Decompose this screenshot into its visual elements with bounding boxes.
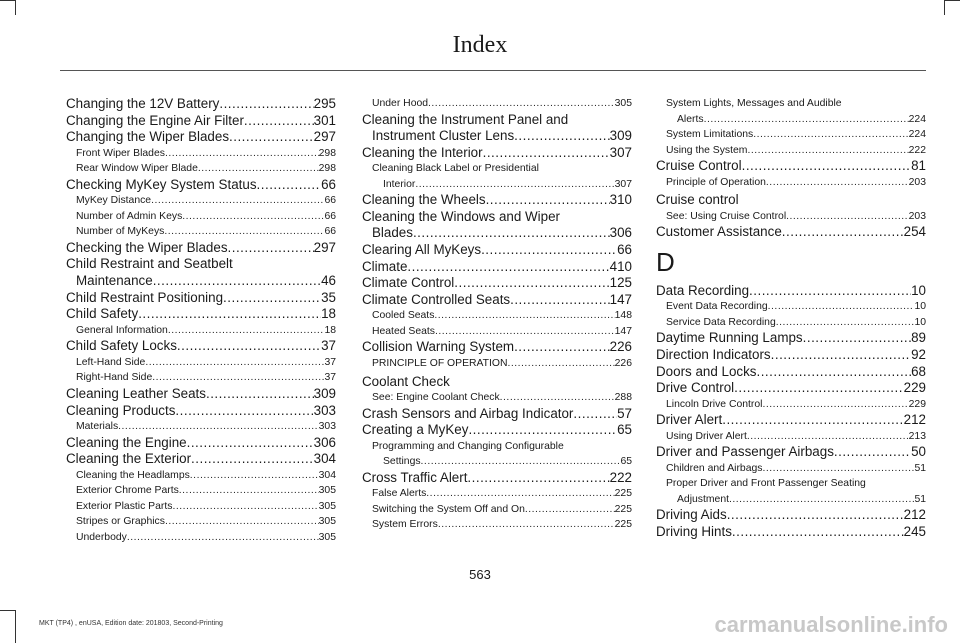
index-subentry: Number of Admin Keys ..... 66: [66, 209, 336, 225]
crop-mark: [15, 610, 16, 643]
page-number: 563: [469, 567, 491, 582]
index-subentry: General Information ..... 18: [66, 323, 336, 339]
index-entry: Cleaning the Exterior ..... 304: [66, 451, 336, 468]
index-subentry: MyKey Distance ..... 66: [66, 193, 336, 209]
index-entry: Checking MyKey System Status ..... 66: [66, 177, 336, 194]
index-subentry-lead: System Lights, Messages and Audible: [666, 98, 842, 109]
index-subentry: Under Hood ..... 305: [362, 96, 632, 112]
index-entry: Cleaning the Wheels ..... 310: [362, 192, 632, 209]
index-subentry: System Limitations ..... 224: [656, 127, 926, 143]
index-entry: Blades ..... 306: [362, 225, 632, 242]
index-entry: Changing the 12V Battery ..... 295: [66, 96, 336, 113]
index-entry: Checking the Wiper Blades ..... 297: [66, 240, 336, 257]
index-entry: Maintenance ..... 46: [66, 273, 336, 290]
index-subentry: Right-Hand Side ..... 37: [66, 370, 336, 386]
index-subentry: Exterior Plastic Parts ..... 305: [66, 499, 336, 515]
index-subentry: Exterior Chrome Parts ..... 305: [66, 483, 336, 499]
index-entry: Driving Hints ..... 245: [656, 524, 926, 541]
index-subentry: Adjustment ..... 51: [656, 492, 926, 508]
edition-footer: MKT (TP4) , enUSA, Edition date: 201803, Second-Printing: [39, 620, 223, 627]
index-entry: Cleaning Products ..... 303: [66, 403, 336, 420]
section-letter: D: [656, 246, 675, 277]
index-entry: Climate ..... 410: [362, 259, 632, 276]
index-subentry: System Errors ..... 225: [362, 517, 632, 533]
index-subentry-lead: Proper Driver and Front Passenger Seating: [666, 478, 866, 490]
index-entry-lead: Child Restraint and Seatbelt: [66, 256, 233, 272]
index-subentry: Settings ..... 65: [362, 454, 632, 470]
index-subentry: Underbody ..... 305: [66, 530, 336, 546]
index-entry: Cross Traffic Alert ..... 222: [362, 470, 632, 487]
index-subentry: Alerts ..... 224: [656, 112, 926, 128]
index-entry: Child Safety ..... 18: [66, 306, 336, 323]
index-subentry: False Alerts ..... 225: [362, 486, 632, 502]
index-entry: Cleaning Leather Seats ..... 309: [66, 386, 336, 403]
index-subentry: Materials ..... 303: [66, 419, 336, 435]
index-heading: Coolant Check: [362, 373, 450, 389]
crop-mark: [0, 0, 15, 1]
index-subentry: Using the System ..... 222: [656, 143, 926, 159]
index-subentry-lead: Programming and Changing Configurable: [372, 440, 564, 452]
index-subentry: Front Wiper Blades ..... 298: [66, 146, 336, 162]
index-entry: Changing the Engine Air Filter ..... 301: [66, 113, 336, 130]
index-subentry: Principle of Operation ..... 203: [656, 175, 926, 191]
index-entry: Climate Control ..... 125: [362, 275, 632, 292]
index-entry: Climate Controlled Seats ..... 147: [362, 292, 632, 309]
index-entry: Creating a MyKey ..... 65: [362, 422, 632, 439]
index-subentry: Interior ..... 307: [362, 177, 632, 193]
index-entry: Daytime Running Lamps ..... 89: [656, 330, 926, 347]
index-subentry: Using Driver Alert ..... 213: [656, 429, 926, 445]
index-entry-lead: Cleaning the Instrument Panel and: [362, 111, 569, 127]
index-subentry: Number of MyKeys ..... 66: [66, 224, 336, 240]
index-subentry: See: Using Cruise Control ..... 203: [656, 209, 926, 225]
index-entry: Doors and Locks ..... 68: [656, 364, 926, 381]
index-entry: Changing the Wiper Blades ..... 297: [66, 129, 336, 146]
index-column-b: [362, 96, 632, 533]
index-subentry: Lincoln Drive Control ..... 229: [656, 397, 926, 413]
index-subentry: Stripes or Graphics ..... 305: [66, 514, 336, 530]
index-subentry: Children and Airbags ..... 51: [656, 461, 926, 477]
index-column-c: [656, 96, 926, 541]
index-subentry: See: Engine Coolant Check ..... 288: [362, 390, 632, 406]
index-entry: Collision Warning System ..... 226: [362, 339, 632, 356]
index-entry: Customer Assistance ..... 254: [656, 224, 926, 241]
index-subentry: Rear Window Wiper Blade ..... 298: [66, 161, 336, 177]
index-entry: Clearing All MyKeys ..... 66: [362, 242, 632, 259]
crop-mark: [0, 610, 15, 611]
index-subentry: Service Data Recording ..... 10: [656, 315, 926, 331]
index-entry: Crash Sensors and Airbag Indicator ..... 57: [362, 406, 632, 423]
index-entry: Cleaning the Engine ..... 306: [66, 435, 336, 452]
index-subentry: Left-Hand Side ..... 37: [66, 355, 336, 371]
crop-mark: [15, 0, 16, 15]
index-entry: Drive Control ..... 229: [656, 380, 926, 397]
index-entry-lead: Cleaning the Windows and Wiper: [362, 208, 560, 224]
index-heading: Cruise control: [656, 192, 739, 208]
index-column-a: [66, 96, 336, 545]
crop-mark: [945, 0, 960, 1]
crop-mark: [944, 0, 945, 15]
index-subentry: Cooled Seats ..... 148: [362, 308, 632, 324]
index-entry: Cruise Control ..... 81: [656, 158, 926, 175]
header-rule: [60, 70, 926, 71]
watermark: carmanualsonline.info: [714, 612, 948, 637]
index-entry: Data Recording ..... 10: [656, 283, 926, 300]
index-subentry: Cleaning the Headlamps ..... 304: [66, 468, 336, 484]
index-entry: Direction Indicators ..... 92: [656, 347, 926, 364]
index-subentry: Heated Seats ..... 147: [362, 324, 632, 340]
index-subentry-lead: Cleaning Black Label or Presidential: [372, 163, 539, 175]
index-entry: Driving Aids ..... 212: [656, 507, 926, 524]
page-title: Index: [452, 32, 508, 58]
index-subentry: Switching the System Off and On ..... 225: [362, 502, 632, 518]
index-entry: Instrument Cluster Lens ..... 309: [362, 128, 632, 145]
index-entry: Child Safety Locks ..... 37: [66, 338, 336, 355]
index-subentry: Event Data Recording ..... 10: [656, 299, 926, 315]
index-entry: Child Restraint Positioning ..... 35: [66, 290, 336, 307]
index-subentry: PRINCIPLE OF OPERATION ..... 226: [362, 356, 632, 372]
index-entry: Driver and Passenger Airbags ..... 50: [656, 444, 926, 461]
index-entry: Driver Alert ..... 212: [656, 412, 926, 429]
index-entry: Cleaning the Interior ..... 307: [362, 145, 632, 162]
